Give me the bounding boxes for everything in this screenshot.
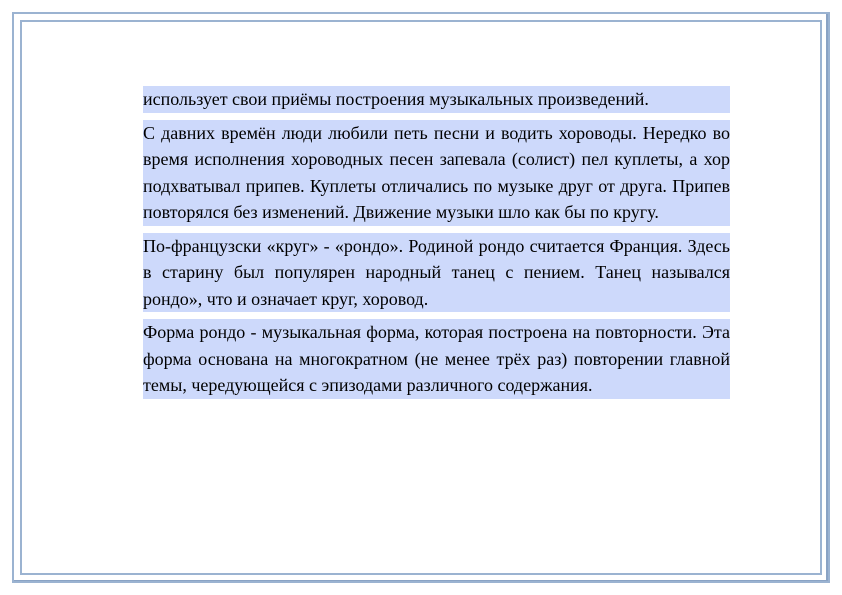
paragraph-1: использует свои приёмы построения музыкальных произведений. (143, 86, 730, 113)
paragraph-3: По-французски «круг» - «рондо». Родиной рондо считается Франция. Здесь в старину был популярен народный танец с пением. Танец назывался рондо», что и означает круг, хоровод. (143, 233, 730, 313)
paragraph-4: Форма рондо - музыкальная форма, которая построена на повторности. Эта форма основана на многократном (не менее трёх раз) повторении главной темы, чередующейся с эпизодами различного содержания. (143, 319, 730, 399)
text-content-block (143, 86, 730, 399)
paragraph-2: С давних времён люди любили петь песни и водить хороводы. Нередко во время исполнения хороводных песен запевала (солист) пел куплеты, а хор подхватывал припев. Куплеты отличались по музыке друг от друга. Припев повторялся без изменений. Движение музыки шло как бы по кругу. (143, 120, 730, 226)
